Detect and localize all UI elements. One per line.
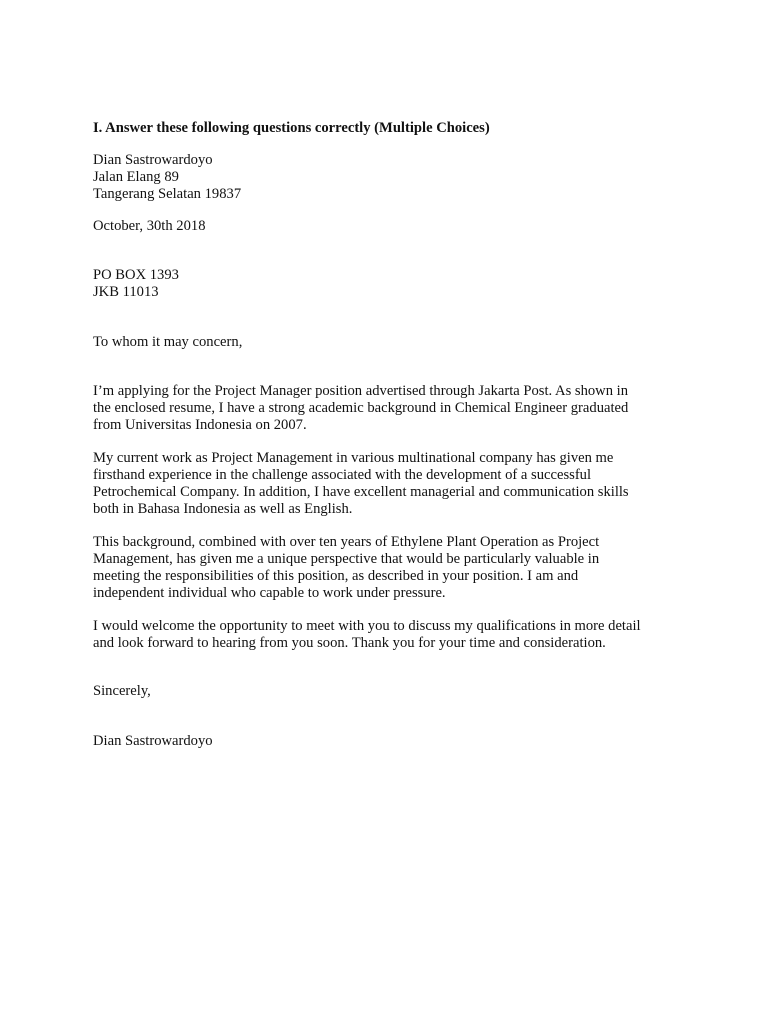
paragraph-line: Petrochemical Company. In addition, I have excellent managerial and communication skills: [93, 484, 629, 500]
recipient-address: [93, 267, 693, 301]
body-paragraph-4: [93, 618, 693, 652]
paragraph-line: meeting the responsibilities of this position, as described in your position. I am and: [93, 568, 579, 584]
body-paragraph-3: [93, 534, 693, 602]
letter-content: [93, 120, 693, 750]
paragraph-line: I would welcome the opportunity to meet with you to discuss my qualifications in more detail: [93, 618, 641, 634]
question-heading: I. Answer these following questions correctly (Multiple Choices): [93, 120, 490, 136]
paragraph-line: the enclosed resume, I have a strong academic background in Chemical Engineer graduated: [93, 400, 629, 416]
paragraph-line: I’m applying for the Project Manager position advertised through Jakarta Post. As shown in: [93, 383, 629, 399]
signature-name: Dian Sastrowardoyo: [93, 733, 213, 749]
sender-city: Tangerang Selatan 19837: [93, 186, 242, 202]
salutation: To whom it may concern,: [93, 334, 243, 350]
recipient-code: JKB 11013: [93, 284, 159, 300]
paragraph-line: from Universitas Indonesia on 2007.: [93, 417, 307, 433]
closing: Sincerely,: [93, 683, 151, 699]
paragraph-line: independent individual who capable to work under pressure.: [93, 585, 446, 601]
paragraph-line: This background, combined with over ten years of Ethylene Plant Operation as Project: [93, 534, 600, 550]
paragraph-line: My current work as Project Management in various multinational company has given me: [93, 450, 614, 466]
paragraph-line: Management, has given me a unique perspective that would be particularly valuable in: [93, 551, 600, 567]
body-paragraph-1: [93, 383, 693, 434]
recipient-po-box: PO BOX 1393: [93, 267, 179, 283]
letter-date: October, 30th 2018: [93, 218, 206, 234]
paragraph-line: and look forward to hearing from you soon. Thank you for your time and consideration.: [93, 635, 606, 651]
sender-name: Dian Sastrowardoyo: [93, 152, 213, 168]
paragraph-line: firsthand experience in the challenge associated with the development of a successful: [93, 467, 592, 483]
body-paragraph-2: [93, 450, 693, 518]
paragraph-line: both in Bahasa Indonesia as well as English.: [93, 501, 353, 517]
sender-street: Jalan Elang 89: [93, 169, 179, 185]
sender-address: [93, 152, 693, 203]
